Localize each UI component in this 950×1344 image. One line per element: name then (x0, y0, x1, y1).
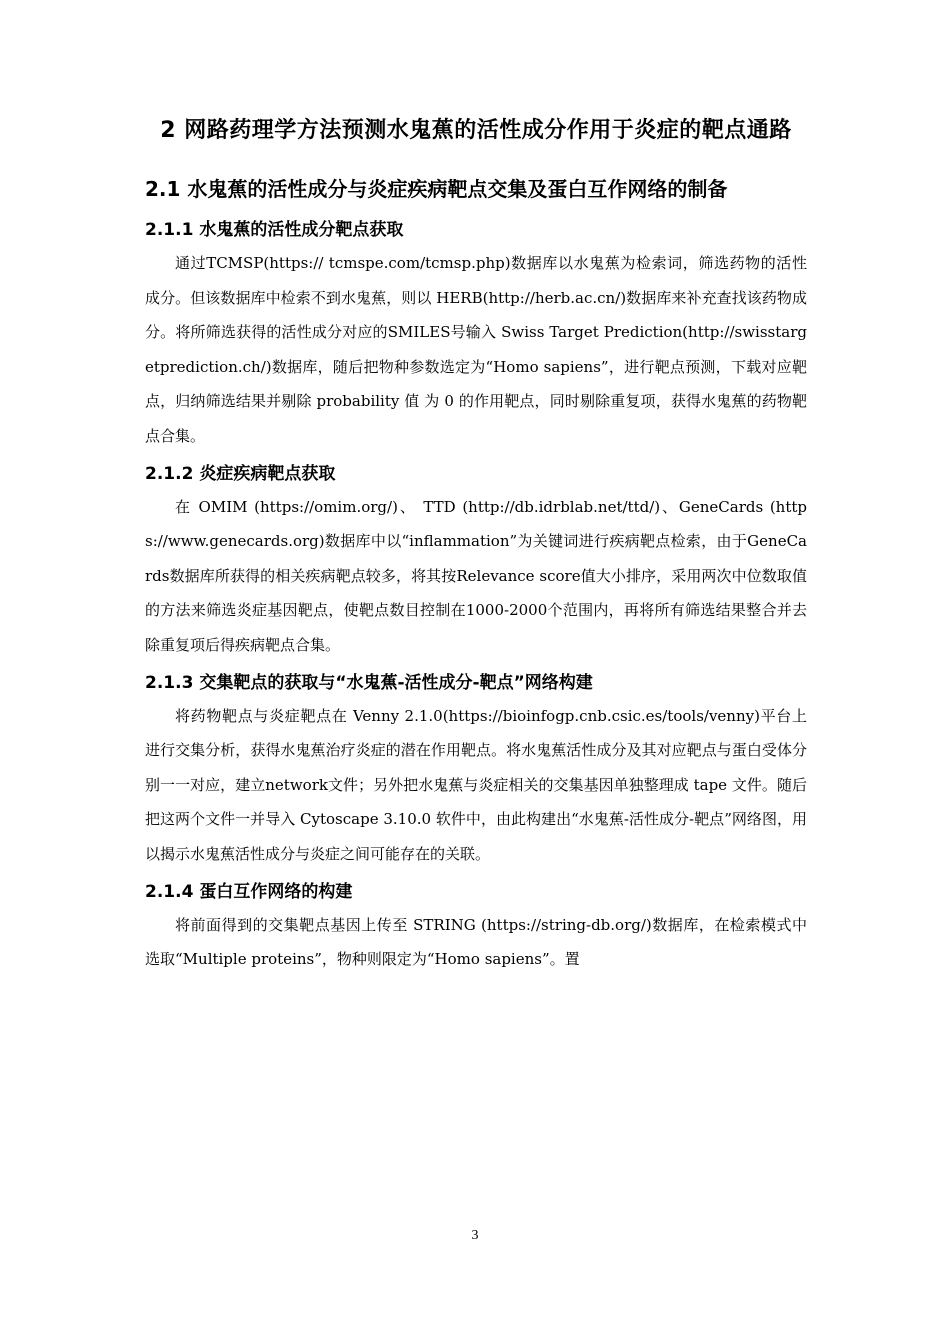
paragraph-2-1-4: 将前面得到的交集靶点基因上传至 STRING (https://string-db.org/)数据库，在检索模式中选取“Multiple proteins”，物种则限定为“Homo sapiens”。置 (145, 915, 807, 969)
subsection-heading-2-1-4: 2.1.4 蛋白互作网络的构建 (145, 881, 353, 902)
chapter-title: 2 网路药理学方法预测水鬼蕉的活性成分作用于炎症的靶点通路 (160, 118, 792, 143)
paragraph-2-1-2: 在 OMIM (https://omim.org/)、 TTD (http://db.idrblab.net/ttd/)、GeneCards (https://www.genecards.org)数据库中以“inflammation”为关键词进行疾病靶点检索，由于GeneCards数据库所获得的相关疾病靶点较多，将其按Relevance score值大小排序，采用两次中位数取值的方法来筛选炎症基因靶点，使靶点数目控制在1000-2000个范围内，再将所有筛选结果整合并去除重复项后得疾病靶点合集。 (145, 497, 807, 654)
page-content (145, 112, 807, 977)
paragraph-2-1-3: 将药物靶点与炎症靶点在 Venny 2.1.0(https://bioinfogp.cnb.csic.es/tools/venny)平台上进行交集分析，获得水鬼蕉治疗炎症的潜在作用靶点。将水鬼蕉活性成分及其对应靶点与蛋白受体分别一一对应，建立network文件；另外把水鬼蕉与炎症相关的交集基因单独整理成 tape 文件。随后把这两个文件一并导入 Cytoscape 3.10.0 软件中，由此构建出“水鬼蕉-活性成分-靶点”网络图，用以揭示水鬼蕉活性成分与炎症之间可能存在的关联。 (145, 706, 807, 863)
section-heading-2-1: 2.1 水鬼蕉的活性成分与炎症疾病靶点交集及蛋白互作网络的制备 (145, 177, 728, 201)
subsection-heading-2-1-3: 2.1.3 交集靶点的获取与“水鬼蕉-活性成分-靶点”网络构建 (145, 672, 593, 693)
paragraph-2-1-1: 通过TCMSP(https:// tcmspe.com/tcmsp.php)数据库以水鬼蕉为检索词，筛选药物的活性成分。但该数据库中检索不到水鬼蕉，则以 HERB(http://herb.ac.cn/)数据库来补充查找该药物成分。将所筛选获得的活性成分对应的SMILES号输入 Swiss Target Prediction(http://swisstargetprediction.ch/)数据库，随后把物种参数选定为“Homo sapiens”，进行靶点预测，下载对应靶点，归纳筛选结果并剔除 probability 值 为 0 的作用靶点，同时剔除重复项，获得水鬼蕉的药物靶点合集。 (145, 254, 807, 445)
subsection-heading-2-1-2: 2.1.2 炎症疾病靶点获取 (145, 463, 336, 484)
subsection-heading-2-1-1: 2.1.1 水鬼蕉的活性成分靶点获取 (145, 220, 404, 240)
page-number: 3 (471, 1228, 479, 1243)
